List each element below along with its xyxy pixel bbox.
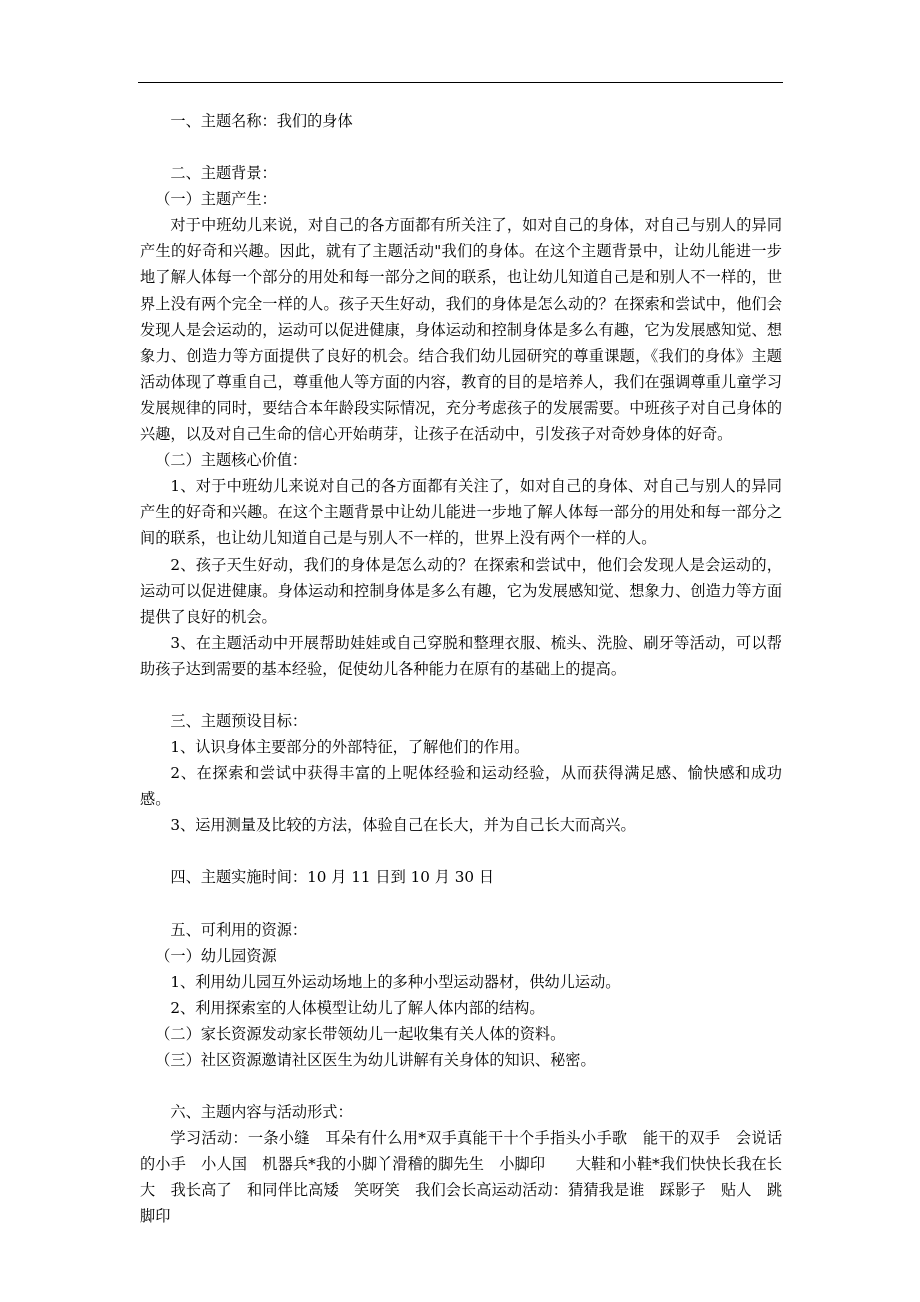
spacer <box>140 134 782 160</box>
section-2-paragraph: 对于中班幼儿来说，对自己的各方面都有所关注了，如对自己的身体，对自己与别人的异同产生的好奇和兴趣。因此，就有了主题活动"我们的身体。在这个主题背景中，让幼儿能进一步地了解人体每一个部分的用处和每一部分之间的联系，也让幼儿知道自己是和别人不一样的，世界上没有两个完全一样的人。孩子天生好动，我们的身体是怎么动的？在探索和尝试中，他们会发现人是会运动的，运动可以促进健康，身体运动和控制身体是多么有趣，它为发展感知觉、想象力、创造力等方面提供了良好的机会。结合我们幼儿园研究的尊重课题，《我们的身体》主题活动体现了尊重自己，尊重他人等方面的内容，教育的目的是培养人，我们在强调尊重儿童学习发展规律的同时，要结合本年龄段实际情况，充分考虑孩子的发展需要。中班孩子对自己身体的兴趣，以及对自己生命的信心开始萌芽，让孩子在活动中，引发孩子对奇妙身体的好奇。 <box>140 216 782 444</box>
section-3-title: 三、主题预设目标： <box>170 711 308 730</box>
section-6-title: 六、主题内容与活动形式： <box>170 1103 353 1122</box>
spacer <box>140 838 782 864</box>
section-5-title: 五、可利用的资源： <box>170 920 308 939</box>
section-2-sub-2: （二）主题核心价值： <box>155 451 308 470</box>
section-6-body: 学习活动：一条小缝 耳朵有什么用*双手真能干十个手指头小手歌 能干的双手 会说话的小手 小人国 机器兵*我的小脚丫滑稽的脚先生 小脚印 大鞋和小鞋*我们快快长我在长大 我长高了 和同伴比高矮 笑呀笑 我们会长高运动活动：猜猜我是谁 踩影子 贴人 跳脚印 <box>140 1129 782 1226</box>
core-value-2: 2、孩子天生好动，我们的身体是怎么动的？在探索和尝试中，他们会发现人是会运动的，运动可以促进健康。身体运动和控制身体是多么有趣，它为发展感知觉、想象力、创造力等方面提供了良好的机会。 <box>140 555 782 626</box>
section-1-title: 一、主题名称：我们的身体 <box>170 112 353 130</box>
header-rule <box>138 82 783 83</box>
spacer <box>140 891 782 917</box>
resource-1: 1、利用幼儿园互外运动场地上的多种小型运动器材，供幼儿运动。 <box>170 972 621 991</box>
goal-3: 3、运用测量及比较的方法，体验自己在长大，并为自己长大而高兴。 <box>170 816 636 835</box>
core-value-1: 1、对于中班幼儿来说对自己的各方面都有关注了，如对自己的身体、对自己与别人的异同产生的好奇和兴趣。在这个主题背景中让幼儿能进一步地了解人体每一部分的用处和每一部分之间的联系，也让幼儿知道自己是与别人不一样的，世界上没有两个一样的人。 <box>140 477 782 548</box>
section-5-sub-2: （二）家长资源发动家长带领幼儿一起收集有关人体的资料。 <box>155 1024 566 1043</box>
section-4-title: 四、主题实施时间：10 月 11 日到 10 月 30 日 <box>170 868 495 887</box>
section-5-sub-1: （一）幼儿园资源 <box>155 946 277 965</box>
goal-2: 2、在探索和尝试中获得丰富的上呢体经验和运动经验，从而获得满足感、愉快感和成功感。 <box>140 764 782 809</box>
core-value-3: 3、在主题活动中开展帮助娃娃或自己穿脱和整理衣服、梳头、洗脸、刷牙等活动，可以帮助孩子达到需要的基本经验，促使幼儿各种能力在原有的基础上的提高。 <box>140 633 782 678</box>
spacer <box>140 1073 782 1099</box>
document-body <box>140 108 782 1230</box>
spacer <box>140 682 782 708</box>
section-5-sub-3: （三）社区资源邀请社区医生为幼儿讲解有关身体的知识、秘密。 <box>155 1051 596 1069</box>
section-2-sub-1: （一）主题产生： <box>155 190 277 209</box>
resource-2: 2、利用探索室的人体模型让幼儿了解人体内部的结构。 <box>170 998 545 1017</box>
section-2-title: 二、主题背景： <box>170 164 277 183</box>
goal-1: 1、认识身体主要部分的外部特征，了解他们的作用。 <box>170 738 530 757</box>
